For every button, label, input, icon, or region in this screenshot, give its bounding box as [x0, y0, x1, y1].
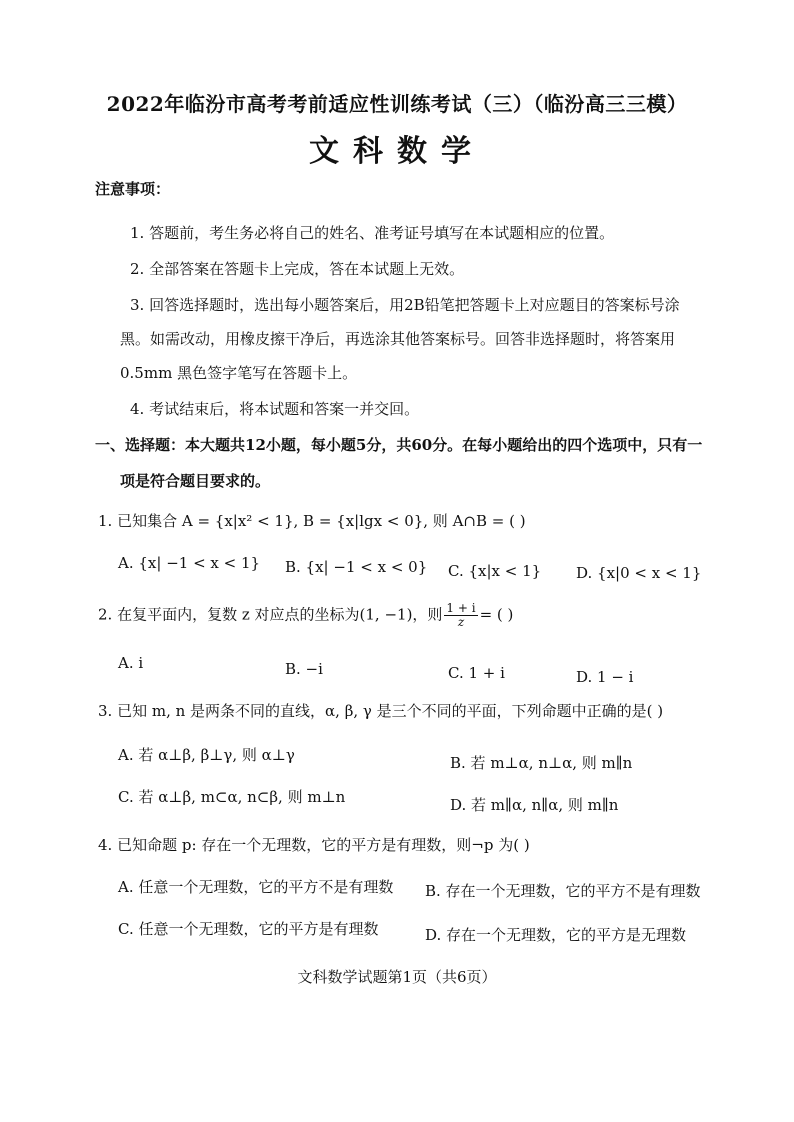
question-1-option-b: B. {x| −1 < x < 0} [285, 558, 428, 576]
question-3-option-c: C. 若 α⊥β, m⊂α, n⊂β, 则 m⊥n [118, 788, 346, 806]
section-heading-line2: 项是符合题目要求的。 [120, 472, 271, 490]
question-2-option-a: A. i [118, 654, 144, 672]
question-3-stem: 3. 已知 m, n 是两条不同的直线，α, β, γ 是三个不同的平面，下列命题中正确的是( ) [98, 702, 664, 720]
fraction-denominator: z [457, 615, 465, 629]
question-2-stem-pre: 2. 在复平面内，复数 z 对应点的坐标为(1, −1)，则 [98, 605, 443, 624]
question-4-option-d: D. 存在一个无理数，它的平方是无理数 [425, 926, 687, 944]
question-2-option-b: B. −i [285, 660, 323, 678]
question-4-option-a: A. 任意一个无理数，它的平方不是有理数 [118, 878, 394, 896]
question-2-fraction [444, 602, 477, 629]
notice-item-3-cont: 黑。如需改动，用橡皮擦干净后，再选涂其他答案标号。回答非选择题时，将答案用 [120, 330, 676, 348]
notice-item-3-cont2: 0.5mm 黑色签字笔写在答题卡上。 [120, 364, 358, 382]
question-1-option-d: D. {x|0 < x < 1} [576, 564, 702, 582]
page-footer: 文科数学试题第1页（共6页） [297, 968, 497, 986]
question-1-option-a: A. {x| −1 < x < 1} [118, 554, 261, 572]
notice-item-4: 4. 考试结束后，将本试题和答案一并交回。 [130, 400, 420, 418]
subject-title: 文科数学 [309, 134, 485, 169]
notice-item-1: 1. 答题前，考生务必将自己的姓名、准考证号填写在本试题相应的位置。 [130, 224, 615, 242]
notice-heading: 注意事项： [95, 180, 171, 198]
question-2-option-c: C. 1 + i [448, 664, 505, 682]
question-1-stem: 1. 已知集合 A = {x|x² < 1}, B = {x|lgx < 0}, 则 A∩B = ( ) [98, 512, 526, 530]
question-2-stem [98, 602, 513, 629]
question-2-stem-post: = ( ) [479, 605, 514, 624]
question-4-stem: 4. 已知命题 p: 存在一个无理数，它的平方是有理数，则¬p 为( ) [98, 836, 530, 854]
question-3-option-b: B. 若 m⊥α, n⊥α, 则 m∥n [450, 754, 633, 772]
notice-item-2: 2. 全部答案在答题卡上完成，答在本试题上无效。 [130, 260, 465, 278]
question-4-option-c: C. 任意一个无理数，它的平方是有理数 [118, 920, 379, 938]
notice-item-3: 3. 回答选择题时，选出每小题答案后，用2B铅笔把答题卡上对应题目的答案标号涂 [130, 296, 680, 314]
question-3-option-d: D. 若 m∥α, n∥α, 则 m∥n [450, 796, 619, 814]
question-1-option-c: C. {x|x < 1} [448, 562, 542, 580]
question-4-option-b: B. 存在一个无理数，它的平方不是有理数 [425, 882, 701, 900]
fraction-numerator: 1 + i [446, 601, 476, 615]
question-3-option-a: A. 若 α⊥β, β⊥γ, 则 α⊥γ [118, 746, 295, 764]
section-heading-line1: 一、选择题：本大题共12小题，每小题5分，共60分。在每小题给出的四个选项中，只有一 [95, 436, 703, 454]
question-2-option-d: D. 1 − i [576, 668, 634, 686]
exam-title: 2022年临汾市高考考前适应性训练考试（三）（临汾高三三模） [106, 92, 688, 116]
